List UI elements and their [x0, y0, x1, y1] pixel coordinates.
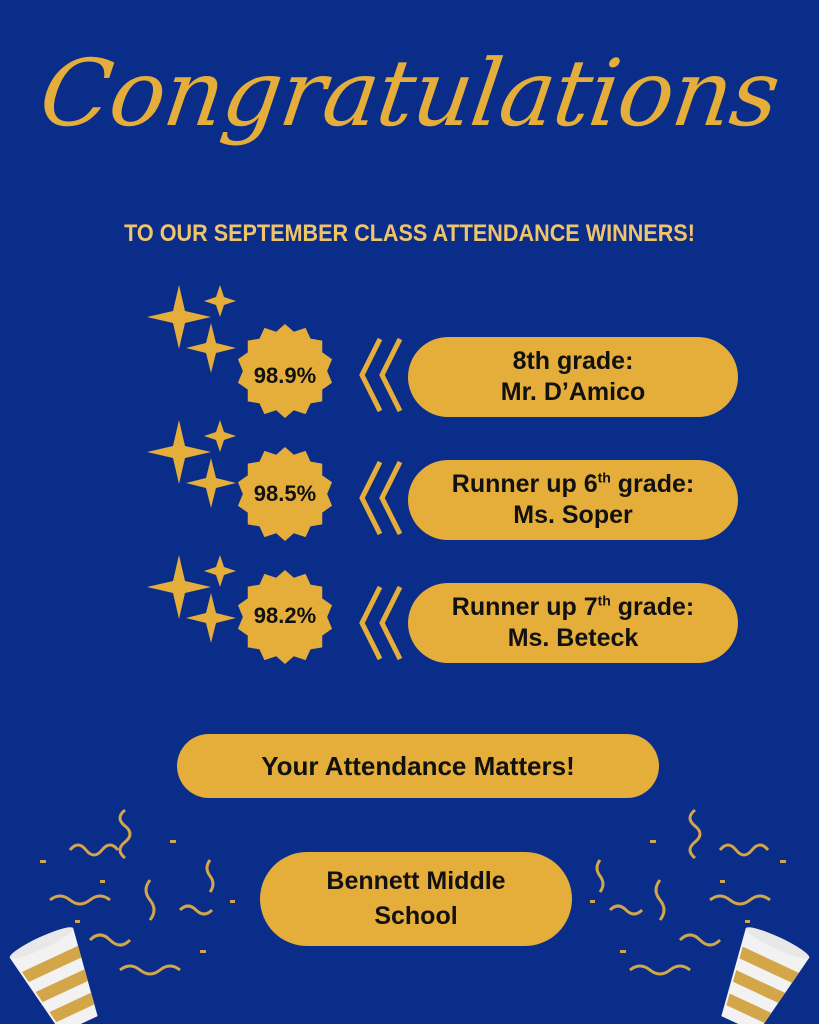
school-name-line-2: School: [374, 902, 458, 930]
headline: Congratulations: [33, 40, 786, 147]
winner-pill: [408, 460, 738, 540]
double-chevron-left-icon: [356, 335, 406, 415]
grade-line: Runner up 7th grade:: [451, 592, 695, 621]
grade-line: 8th grade:: [512, 346, 634, 375]
attendance-matters-banner: Your Attendance Matters!: [177, 734, 659, 798]
winner-row-3: [0, 555, 819, 675]
grade-line: Runner up 6th grade:: [451, 469, 695, 498]
teacher-name: Ms. Beteck: [507, 624, 639, 652]
teacher-name: Mr. D’Amico: [500, 378, 646, 406]
subheadline: TO OUR SEPTEMBER CLASS ATTENDANCE WINNERS!: [124, 220, 695, 247]
double-chevron-left-icon: [356, 458, 406, 538]
attendance-percent: 98.5%: [253, 481, 317, 506]
winner-row-1: [0, 285, 819, 405]
attendance-percent: 98.2%: [253, 603, 317, 628]
winner-row-2: [0, 420, 819, 540]
winner-pill: [408, 337, 738, 417]
teacher-name: Ms. Soper: [513, 501, 633, 529]
sparkle-icon: [145, 420, 245, 520]
party-popper-icon: [709, 920, 819, 1024]
double-chevron-left-icon: [356, 583, 406, 663]
winner-pill: [408, 583, 738, 663]
school-name-pill: [260, 852, 572, 946]
sparkle-icon: [145, 555, 245, 655]
sparkle-icon: [145, 285, 245, 385]
school-name-line-1: Bennett Middle: [326, 867, 506, 895]
attendance-percent: 98.9%: [253, 363, 317, 388]
party-popper-icon: [0, 920, 110, 1024]
